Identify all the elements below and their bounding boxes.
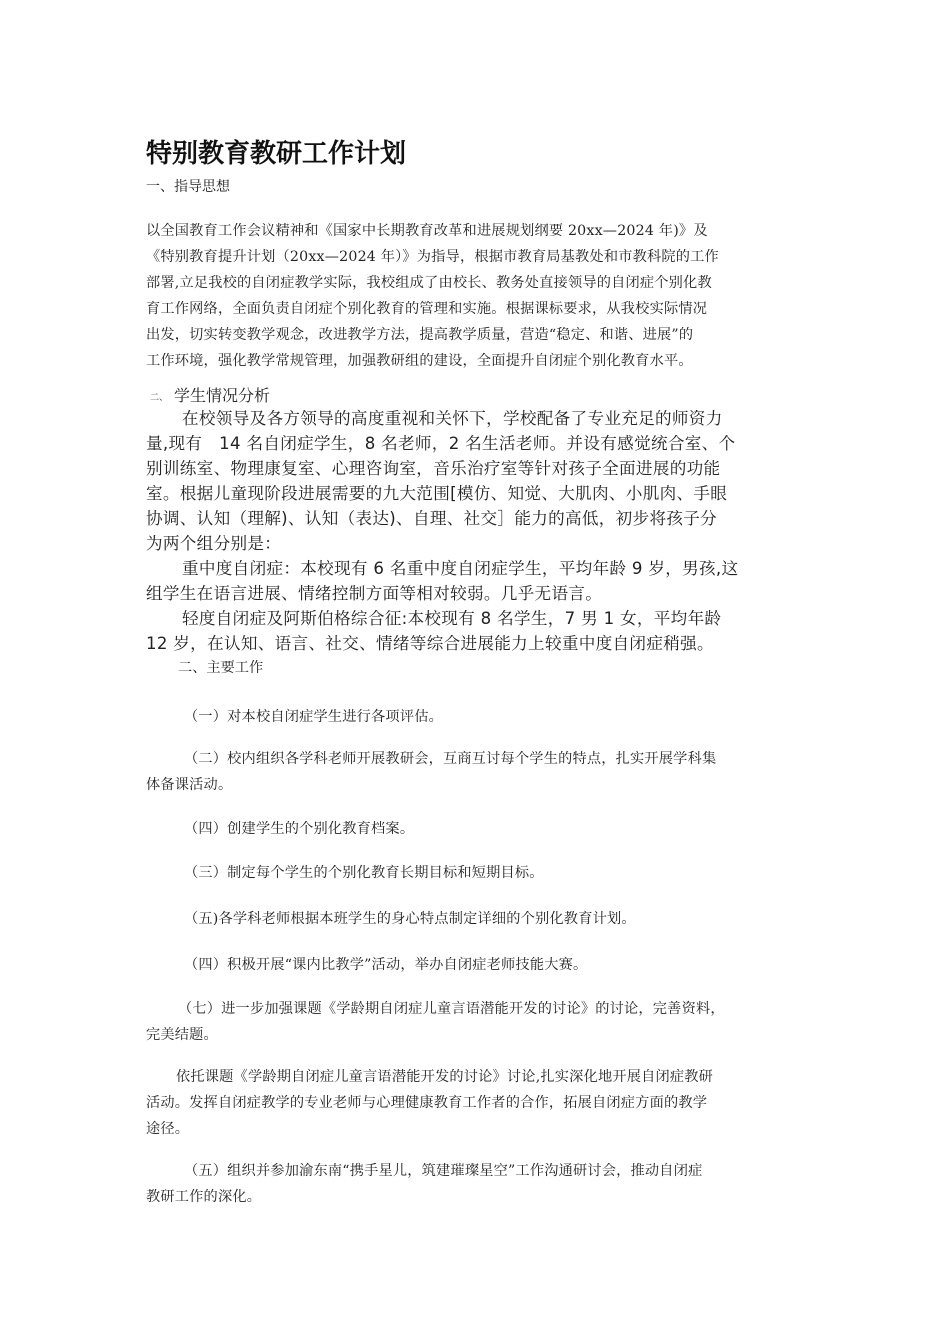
section-heading-text: 学生情况分析 bbox=[174, 386, 271, 405]
work-item-line: 体备课活动。 bbox=[146, 777, 233, 793]
work-item bbox=[146, 816, 806, 842]
work-item bbox=[146, 996, 806, 1048]
guiding-thought-paragraph bbox=[146, 218, 806, 374]
work-item-line: 完美结题。 bbox=[146, 1027, 218, 1043]
student-analysis-section bbox=[146, 383, 816, 656]
work-item-line: 活动。发挥自闭症教学的专业老师与心理健康教育工作者的合作，拓展自闭症方面的教学 bbox=[146, 1095, 708, 1111]
work-item bbox=[146, 952, 806, 978]
analysis-line: 为两个组分别是： bbox=[146, 534, 282, 553]
paragraph-line: 部署,立足我校的自闭症教学实际，我校组成了由校长、教务处直接领导的自闭症个别化教 bbox=[146, 275, 712, 291]
work-item bbox=[146, 746, 806, 798]
work-item-line: 依托课题《学龄期自闭症儿童言语潜能开发的讨论》讨论,扎实深化地开展自闭症教研 bbox=[176, 1069, 714, 1085]
section-heading-main-work: 二、主要工作 bbox=[178, 660, 264, 676]
analysis-line: 室。根据儿童现阶段进展需要的九大范围[模仿、知觉、大肌肉、小肌肉、手眼 bbox=[146, 484, 728, 503]
analysis-line: 协调、认知（理解)、认知（表达)、自理、社交］能力的高低，初步将孩子分 bbox=[146, 509, 718, 528]
work-item-line: （四）积极开展“课内比教学”活动，举办自闭症老师技能大赛。 bbox=[184, 957, 588, 973]
work-item bbox=[146, 1064, 806, 1142]
work-item bbox=[146, 1158, 806, 1210]
work-item-line: 教研工作的深化。 bbox=[146, 1189, 262, 1205]
section-heading-guiding-thought: 一、指导思想 bbox=[146, 179, 230, 195]
paragraph-line: 出发，切实转变教学观念，改进教学方法，提高教学质量，营造“稳定、和谐、进展”的 bbox=[146, 327, 694, 343]
paragraph-line: 工作环境，强化教学常规管理，加强教研组的建设，全面提升自闭症个别化教育水平。 bbox=[146, 353, 693, 369]
analysis-line: 别训练室、物理康复室、心理咨询室，音乐治疗室等针对孩子全面进展的功能 bbox=[146, 459, 721, 478]
work-item-line: （五）组织并参加渝东南“携手星儿，筑建璀璨星空”工作沟通研讨会，推动自闭症 bbox=[184, 1163, 703, 1179]
section-heading-student-analysis bbox=[150, 383, 816, 406]
paragraph-line: 《特别教育提升计划（20xx—2024 年）》为指导，根据市教育局基教处和市教科院的工作 bbox=[146, 249, 719, 265]
analysis-line: 组学生在语言进展、情绪控制方面等相对较弱。几乎无语言。 bbox=[146, 584, 603, 603]
work-item-line: （五)各学科老师根据本班学生的身心特点制定详细的个别化教育计划。 bbox=[184, 911, 636, 927]
work-item bbox=[146, 906, 806, 932]
section-number: 二、 bbox=[150, 393, 169, 403]
analysis-line: 重中度自闭症：本校现有 6 名重中度自闭症学生，平均年龄 9 岁，男孩,这 bbox=[182, 559, 739, 578]
analysis-line: 量,现有 14 名自闭症学生，8 名老师，2 名生活老师。并设有感觉统合室、个 bbox=[146, 434, 736, 453]
analysis-line: 轻度自闭症及阿斯伯格综合征:本校现有 8 名学生，7 男 1 女，平均年龄 bbox=[182, 609, 722, 628]
work-item-line: （二）校内组织各学科老师开展教研会，互商互讨每个学生的特点，扎实开展学科集 bbox=[184, 751, 717, 767]
analysis-line: 12 岁，在认知、语言、社交、情绪等综合进展能力上较重中度自闭症稍强。 bbox=[146, 634, 714, 653]
work-item-line: （一）对本校自闭症学生进行各项评估。 bbox=[184, 709, 443, 725]
work-item-line: （四）创建学生的个别化教育档案。 bbox=[184, 821, 415, 837]
work-item-line: 途径。 bbox=[146, 1121, 190, 1137]
work-item-line: （七）进一步加强课题《学龄期自闭症儿童言语潜能开发的讨论》的讨论，完善资料， bbox=[178, 1001, 725, 1017]
work-item bbox=[146, 860, 806, 886]
work-item-line: （三）制定每个学生的个别化教育长期目标和短期目标。 bbox=[184, 865, 544, 881]
paragraph-line: 育工作网络，全面负责自闭症个别化教育的管理和实施。根据课标要求，从我校实际情况 bbox=[146, 301, 708, 317]
analysis-line: 在校领导及各方领导的高度重视和关怀下，学校配备了专业充足的师资力 bbox=[182, 409, 723, 428]
paragraph-line: 以全国教育工作会议精神和《国家中长期教育改革和进展规划纲要 20xx—2024 年)》及 bbox=[146, 223, 708, 239]
document-title: 特别教育教研工作计划 bbox=[146, 139, 407, 169]
work-item bbox=[146, 704, 806, 730]
student-analysis-body bbox=[146, 406, 816, 656]
